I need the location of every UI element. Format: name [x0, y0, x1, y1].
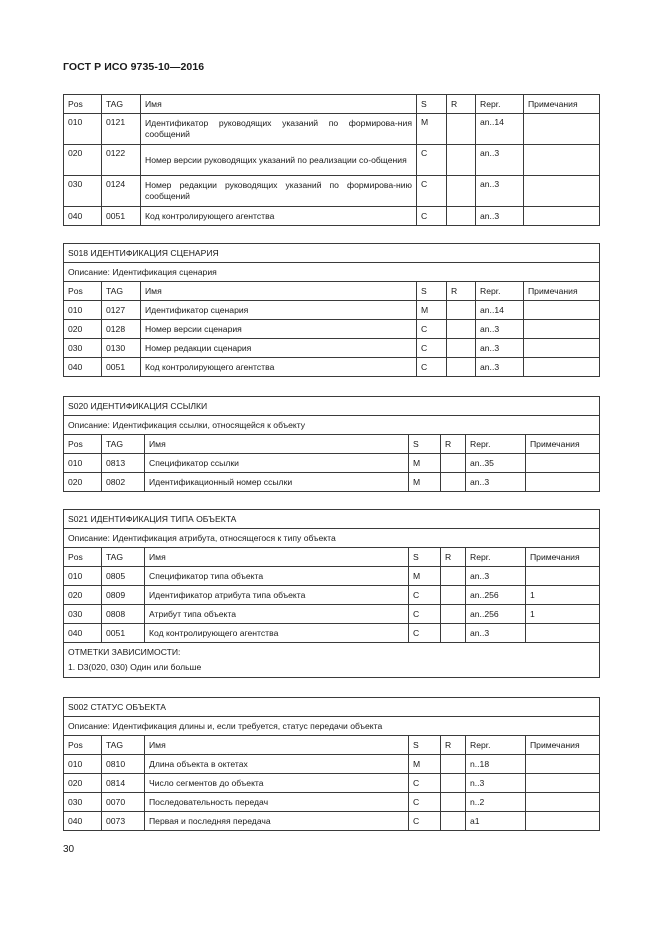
col-tag: TAG: [102, 548, 145, 567]
cell-name: Код контролирующего агентства: [145, 624, 409, 643]
table-row: [64, 176, 600, 207]
column-header-row: [64, 736, 600, 755]
cell-notes: [524, 114, 600, 145]
col-s: S: [409, 548, 441, 567]
cell-notes: [526, 812, 600, 831]
dependency-notes-title: ОТМЕТКИ ЗАВИСИМОСТИ:: [68, 647, 181, 657]
cell-r: [447, 301, 476, 320]
col-r: R: [441, 435, 466, 454]
segment-description: Описание: Идентификация ссылки, относящейся к объекту: [64, 416, 600, 435]
cell-s: C: [409, 793, 441, 812]
table-row: [64, 145, 600, 176]
cell-name: Номер редакции руководящих указаний по формирова-нию сообщений: [141, 176, 417, 207]
segment-description-row: [64, 416, 600, 435]
cell-r: [441, 567, 466, 586]
cell-repr: an..3: [466, 473, 526, 492]
col-pos: Pos: [64, 435, 102, 454]
segment-title: S018 ИДЕНТИФИКАЦИЯ СЦЕНАРИЯ: [64, 244, 600, 263]
cell-name: Номер версии руководящих указаний по реализации со-общения: [141, 145, 417, 176]
col-s: S: [409, 435, 441, 454]
cell-s: C: [409, 605, 441, 624]
cell-pos: 040: [64, 812, 102, 831]
cell-pos: 010: [64, 567, 102, 586]
col-repr: Repr.: [466, 736, 526, 755]
cell-pos: 020: [64, 473, 102, 492]
table-row: [64, 473, 600, 492]
col-s: S: [409, 736, 441, 755]
cell-notes: [526, 774, 600, 793]
cell-notes: [524, 176, 600, 207]
cell-pos: 030: [64, 605, 102, 624]
cell-tag: 0814: [102, 774, 145, 793]
segment-title-row: [64, 244, 600, 263]
cell-pos: 020: [64, 320, 102, 339]
column-header-row: [64, 282, 600, 301]
table-row: [64, 755, 600, 774]
col-tag: TAG: [102, 736, 145, 755]
col-pos: Pos: [64, 736, 102, 755]
cell-pos: 040: [64, 358, 102, 377]
cell-r: [441, 454, 466, 473]
col-s: S: [417, 95, 447, 114]
cell-s: C: [417, 176, 447, 207]
table-row: [64, 320, 600, 339]
cell-repr: an..3: [476, 320, 524, 339]
col-notes: Примечания: [524, 95, 600, 114]
page-number: 30: [63, 844, 75, 855]
cell-r: [447, 320, 476, 339]
cell-name: Идентификационный номер ссылки: [145, 473, 409, 492]
segment-description: Описание: Идентификация длины и, если требуется, статус передачи объекта: [64, 717, 600, 736]
cell-repr: an..3: [476, 176, 524, 207]
col-pos: Pos: [64, 282, 102, 301]
column-header-row: [64, 548, 600, 567]
cell-r: [447, 176, 476, 207]
segment-description-row: [64, 529, 600, 548]
cell-pos: 030: [64, 339, 102, 358]
cell-tag: 0070: [102, 793, 145, 812]
col-notes: Примечания: [526, 736, 600, 755]
col-pos: Pos: [64, 95, 102, 114]
cell-r: [441, 473, 466, 492]
cell-tag: 0130: [102, 339, 141, 358]
cell-repr: an..35: [466, 454, 526, 473]
dependency-notes-row: [64, 643, 600, 678]
cell-s: M: [409, 567, 441, 586]
cell-notes: [524, 301, 600, 320]
col-name: Имя: [141, 95, 417, 114]
col-s: S: [417, 282, 447, 301]
cell-pos: 010: [64, 755, 102, 774]
cell-s: M: [417, 114, 447, 145]
cell-name: Идентификатор руководящих указаний по формирова-ния сообщений: [141, 114, 417, 145]
cell-notes: [524, 145, 600, 176]
cell-name: Код контролирующего агентства: [141, 358, 417, 377]
segment-title-row: [64, 510, 600, 529]
table-s021: [63, 509, 600, 678]
cell-r: [441, 755, 466, 774]
col-notes: Примечания: [524, 282, 600, 301]
cell-r: [441, 586, 466, 605]
table-s002: [63, 697, 600, 831]
column-header-row: [64, 95, 600, 114]
table-row: [64, 454, 600, 473]
cell-notes: [524, 320, 600, 339]
segment-title: S020 ИДЕНТИФИКАЦИЯ ССЫЛКИ: [64, 397, 600, 416]
col-notes: Примечания: [526, 435, 600, 454]
col-r: R: [441, 736, 466, 755]
col-r: R: [441, 548, 466, 567]
cell-name: Число сегментов до объекта: [145, 774, 409, 793]
cell-name: Идентификатор сценария: [141, 301, 417, 320]
cell-r: [441, 605, 466, 624]
cell-repr: a1: [466, 812, 526, 831]
table-row: [64, 774, 600, 793]
cell-notes: [524, 339, 600, 358]
cell-r: [447, 207, 476, 226]
cell-s: C: [417, 145, 447, 176]
cell-tag: 0073: [102, 812, 145, 831]
cell-notes: 1: [526, 586, 600, 605]
cell-tag: 0802: [102, 473, 145, 492]
cell-s: C: [417, 207, 447, 226]
cell-tag: 0813: [102, 454, 145, 473]
col-name: Имя: [145, 736, 409, 755]
cell-repr: an..3: [476, 339, 524, 358]
cell-tag: 0124: [102, 176, 141, 207]
segment-title: S021 ИДЕНТИФИКАЦИЯ ТИПА ОБЪЕКТА: [64, 510, 600, 529]
cell-repr: an..3: [466, 567, 526, 586]
cell-repr: an..3: [476, 145, 524, 176]
column-header-row: [64, 435, 600, 454]
segment-description-row: [64, 717, 600, 736]
col-name: Имя: [145, 435, 409, 454]
cell-name: Первая и последняя передача: [145, 812, 409, 831]
cell-repr: an..14: [476, 114, 524, 145]
cell-notes: [526, 793, 600, 812]
cell-repr: an..3: [476, 358, 524, 377]
cell-notes: [526, 567, 600, 586]
cell-repr: an..256: [466, 586, 526, 605]
cell-s: C: [409, 586, 441, 605]
col-tag: TAG: [102, 282, 141, 301]
cell-r: [447, 114, 476, 145]
cell-r: [441, 793, 466, 812]
segment-description: Описание: Идентификация атрибута, относящегося к типу объекта: [64, 529, 600, 548]
cell-notes: [524, 358, 600, 377]
cell-r: [447, 145, 476, 176]
cell-tag: 0128: [102, 320, 141, 339]
cell-repr: an..256: [466, 605, 526, 624]
cell-repr: n..18: [466, 755, 526, 774]
cell-r: [447, 358, 476, 377]
cell-s: C: [417, 320, 447, 339]
col-name: Имя: [141, 282, 417, 301]
segment-title-row: [64, 397, 600, 416]
cell-tag: 0127: [102, 301, 141, 320]
cell-pos: 010: [64, 114, 102, 145]
col-tag: TAG: [102, 435, 145, 454]
cell-pos: 010: [64, 301, 102, 320]
cell-s: C: [417, 358, 447, 377]
cell-pos: 030: [64, 793, 102, 812]
cell-s: M: [409, 755, 441, 774]
cell-pos: 040: [64, 207, 102, 226]
segment-title: S002 СТАТУС ОБЪЕКТА: [64, 698, 600, 717]
col-repr: Repr.: [476, 95, 524, 114]
segment-description: Описание: Идентификация сценария: [64, 263, 600, 282]
table-segment-continuation: [63, 94, 600, 226]
cell-r: [447, 339, 476, 358]
col-repr: Repr.: [466, 548, 526, 567]
table-row: [64, 567, 600, 586]
cell-tag: 0809: [102, 586, 145, 605]
cell-s: C: [409, 774, 441, 793]
table-row: [64, 339, 600, 358]
table-s018: [63, 243, 600, 377]
table-row: [64, 301, 600, 320]
cell-repr: an..3: [476, 207, 524, 226]
segment-description-row: [64, 263, 600, 282]
table-s020: [63, 396, 600, 492]
col-repr: Repr.: [466, 435, 526, 454]
cell-tag: 0810: [102, 755, 145, 774]
cell-repr: n..2: [466, 793, 526, 812]
col-notes: Примечания: [526, 548, 600, 567]
col-r: R: [447, 95, 476, 114]
table-row: [64, 812, 600, 831]
cell-pos: 020: [64, 774, 102, 793]
cell-name: Номер версии сценария: [141, 320, 417, 339]
cell-tag: 0051: [102, 358, 141, 377]
document-header: ГОСТ Р ИСО 9735-10—2016: [63, 61, 205, 73]
cell-tag: 0808: [102, 605, 145, 624]
cell-notes: [526, 624, 600, 643]
cell-s: C: [417, 339, 447, 358]
cell-tag: 0122: [102, 145, 141, 176]
cell-name: Идентификатор атрибута типа объекта: [145, 586, 409, 605]
cell-name: Спецификатор типа объекта: [145, 567, 409, 586]
cell-tag: 0121: [102, 114, 141, 145]
col-repr: Repr.: [476, 282, 524, 301]
cell-tag: 0051: [102, 207, 141, 226]
dependency-notes: [64, 643, 600, 678]
cell-s: M: [409, 473, 441, 492]
table-row: [64, 605, 600, 624]
cell-s: M: [409, 454, 441, 473]
cell-tag: 0051: [102, 624, 145, 643]
cell-r: [441, 774, 466, 793]
cell-notes: [526, 755, 600, 774]
cell-name: Номер редакции сценария: [141, 339, 417, 358]
cell-tag: 0805: [102, 567, 145, 586]
cell-name: Спецификатор ссылки: [145, 454, 409, 473]
table-row: [64, 624, 600, 643]
col-r: R: [447, 282, 476, 301]
cell-notes: [526, 473, 600, 492]
cell-notes: 1: [526, 605, 600, 624]
cell-pos: 030: [64, 176, 102, 207]
cell-notes: [526, 454, 600, 473]
table-row: [64, 358, 600, 377]
cell-repr: n..3: [466, 774, 526, 793]
col-pos: Pos: [64, 548, 102, 567]
cell-name: Последовательность передач: [145, 793, 409, 812]
cell-pos: 020: [64, 586, 102, 605]
cell-s: C: [409, 812, 441, 831]
cell-repr: an..14: [476, 301, 524, 320]
cell-pos: 010: [64, 454, 102, 473]
cell-name: Код контролирующего агентства: [141, 207, 417, 226]
cell-r: [441, 624, 466, 643]
cell-s: M: [417, 301, 447, 320]
table-row: [64, 793, 600, 812]
segment-title-row: [64, 698, 600, 717]
cell-pos: 040: [64, 624, 102, 643]
cell-repr: an..3: [466, 624, 526, 643]
table-row: [64, 114, 600, 145]
col-name: Имя: [145, 548, 409, 567]
col-tag: TAG: [102, 95, 141, 114]
cell-pos: 020: [64, 145, 102, 176]
table-row: [64, 586, 600, 605]
cell-s: C: [409, 624, 441, 643]
cell-notes: [524, 207, 600, 226]
table-row: [64, 207, 600, 226]
dependency-notes-text: 1. D3(020, 030) Один или больше: [68, 662, 202, 672]
cell-name: Длина объекта в октетах: [145, 755, 409, 774]
cell-name: Атрибут типа объекта: [145, 605, 409, 624]
cell-r: [441, 812, 466, 831]
